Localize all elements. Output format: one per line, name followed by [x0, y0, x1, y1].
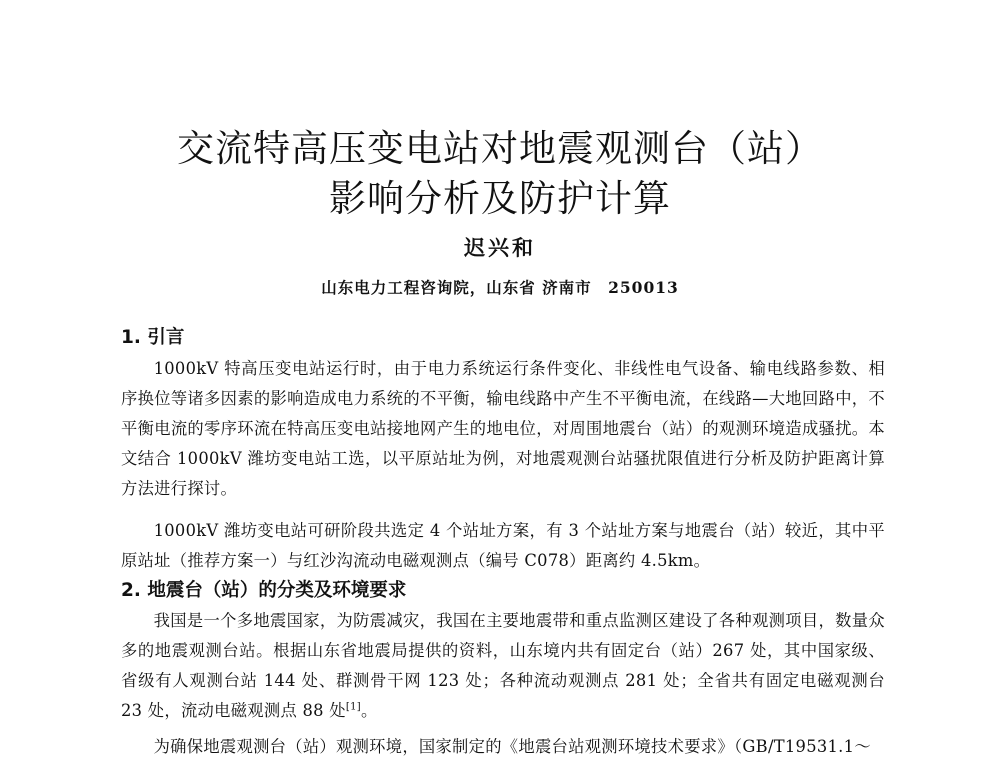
paper-title-line-1: 交流特高压变电站对地震观测台（站） — [177, 127, 823, 170]
paragraph-text: 我国是一个多地震国家，为防震减灾，我国在主要地震带和重点监测区建设了各种观测项目，数量众多的地震观测台站。根据山东省地震局提供的资料，山东境内共有固定台（站）267 处，其中国家级、省级有人观测台站 144 处、群测骨干网 123 处；各种流动观测点 281 处；全省共有固定电磁观测台 23 处，流动电磁观测点 88 处 — [121, 611, 885, 720]
body-paragraph — [121, 606, 885, 726]
section-heading-classification: 2. 地震台（站）的分类及环境要求 — [121, 580, 407, 601]
author-name: 迟兴和 — [464, 235, 536, 260]
body-paragraph: 1000kV 潍坊变电站可研阶段共选定 4 个站址方案，有 3 个站址方案与地震台（站）较近，其中平原站址（推荐方案一）与红沙沟流动电磁观测点（编号 C078）距离约 4.5km。 — [121, 521, 885, 570]
paragraph-end: 。 — [360, 701, 378, 720]
body-paragraph: 为确保地震观测台（站）观测环境，国家制定的《地震台站观测环境技术要求》（GB/T19531.1～ — [153, 737, 871, 756]
author-affiliation: 山东电力工程咨询院，山东省 济南市 250013 — [321, 278, 679, 297]
section-heading-introduction: 1. 引言 — [121, 327, 185, 348]
citation-reference[interactable]: [1] — [345, 701, 361, 713]
body-paragraph: 1000kV 特高压变电站运行时，由于电力系统运行条件变化、非线性电气设备、输电线路参数、相序换位等诸多因素的影响造成电力系统的不平衡，输电线路中产生不平衡电流，在线路—大地回路中，不平衡电流的零序环流在特高压变电站接地网产生的地电位，对周围地震台（站）的观测环境造成骚扰。本文结合 1000kV 潍坊变电站工选，以平原站址为例，对地震观测台站骚扰限值进行分析及防护距离计算方法进行探讨。 — [121, 359, 885, 498]
paper-title-line-2: 影响分析及防护计算 — [329, 177, 671, 220]
